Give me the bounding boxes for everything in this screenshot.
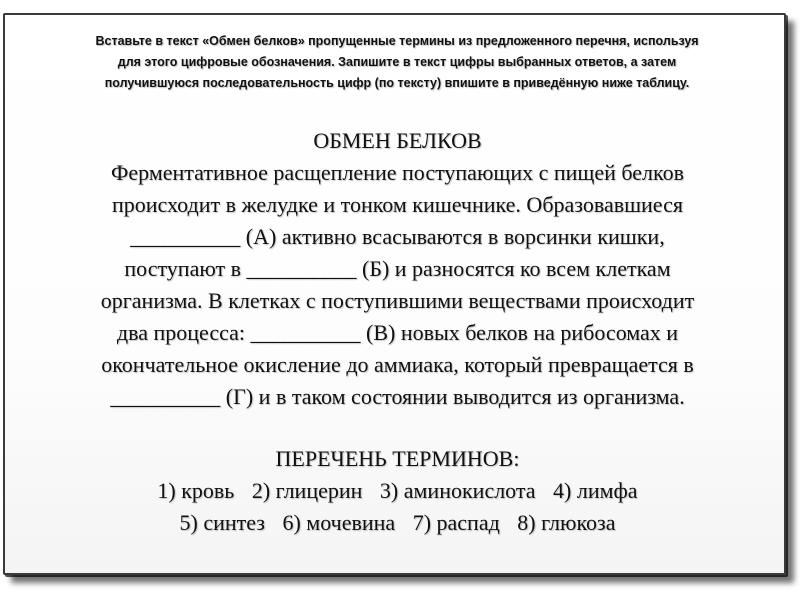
task-text: [15, 125, 780, 539]
text-line-7: окончательное окисление до аммиака, который превращается в: [101, 352, 694, 377]
terms-heading: ПЕРЕЧЕНЬ ТЕРМИНОВ:: [275, 446, 520, 471]
term-item: 4) лимфа: [553, 478, 638, 503]
term-item: 1) кровь: [157, 478, 235, 503]
instruction-line-1: Вставьте в текст «Обмен белков» пропущенные термины из предложенного перечня, используя: [95, 34, 699, 48]
term-item: 3) аминокислота: [379, 478, 536, 503]
text-line-6: два процесса: __________ (В) новых белков на рибосомах и: [116, 320, 679, 345]
text-line-4: поступают в __________ (Б) и разносятся ко всем клеткам: [124, 256, 671, 281]
slide-frame: [3, 13, 786, 575]
terms-row-1: [15, 475, 780, 507]
text-line-5: организма. В клетках с поступившими веществами происходит: [100, 288, 695, 313]
term-item: 6) мочевина: [282, 510, 396, 535]
text-title: ОБМЕН БЕЛКОВ: [313, 128, 482, 153]
term-item: 7) распад: [412, 510, 500, 535]
text-line-2: происходит в желудке и тонком кишечнике. Образовавшиеся: [111, 192, 684, 217]
text-line-8: __________ (Г) и в таком состоянии выводится из организма.: [110, 384, 685, 409]
text-line-1: Ферментативное расщепление поступающих с пищей белков: [111, 160, 684, 185]
term-item: 2) глицерин: [251, 478, 363, 503]
terms-row-2: [15, 507, 780, 539]
instruction-line-3: получившуюся последовательность цифр (по тексту) впишите в приведённую ниже таблицу.: [104, 76, 690, 90]
task-instruction: [33, 31, 761, 94]
spacer: [15, 413, 780, 443]
text-line-3: __________ (А) активно всасываются в ворсинки кишки,: [130, 224, 665, 249]
term-item: 5) синтез: [179, 510, 265, 535]
instruction-line-2: для этого цифровые обозначения. Запишите в текст цифры выбранных ответов, а затем: [117, 55, 677, 69]
term-item: 8) глюкоза: [517, 510, 616, 535]
